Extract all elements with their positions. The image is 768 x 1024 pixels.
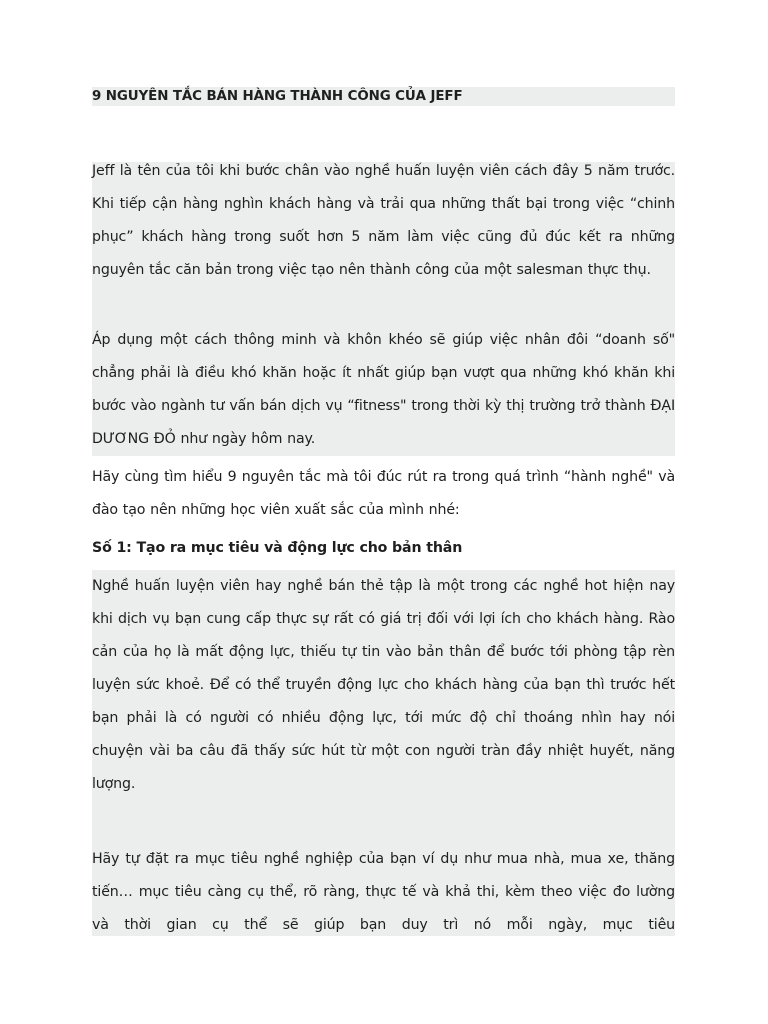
section-1-paragraph-2: Hãy tự đặt ra mục tiêu nghề nghiệp của bạn ví dụ như mua nhà, mua xe, thăng tiến… mục tiêu càng cụ thể, rõ ràng, thực tế và khả thi, kèm theo việc đo lường và thời gian cụ thể sẽ giúp bạn duy trì nó mỗi ngày, mục tiêu	[92, 851, 675, 933]
intro-paragraph-1: Jeff là tên của tôi khi bước chân vào nghề huấn luyện viên cách đây 5 năm trước. Khi tiếp cận hàng nghìn khách hàng và trải qua những thất bại trong việc “chinh phục” khách hàng trong suốt hơn 5 năm làm việc cũng đủ đúc kết ra những nguyên tắc căn bản trong việc tạo nên thành công của một salesman thực thụ.	[92, 163, 675, 278]
intro-paragraph-2: Áp dụng một cách thông minh và khôn khéo sẽ giúp việc nhân đôi “doanh số" chẳng phải là điều khó khăn hoặc ít nhất giúp bạn vượt qua những khó khăn khi bước vào ngành tư vấn bán dịch vụ “fitness" trong thời kỳ thị trường trở thành ĐẠI DƯƠNG ĐỎ như ngày hôm nay.	[92, 332, 675, 447]
section-1-paragraph-1: Nghề huấn luyện viên hay nghề bán thẻ tập là một trong các nghề hot hiện nay khi dịch vụ bạn cung cấp thực sự rất có giá trị đối với lợi ích cho khách hàng. Rào cản của họ là mất động lực, thiếu tự tin vào bản thân để bước tới phòng tập rèn luyện sức khoẻ. Để có thể truyền động lực cho khách hàng của bạn thì trước hết bạn phải là có người có nhiều động lực, tới mức độ chỉ thoáng nhìn hay nói chuyện vài ba câu đã thấy sức hút từ một con người tràn đầy nhiệt huyết, năng lượng.	[92, 578, 675, 792]
section-1-heading: Số 1: Tạo ra mục tiêu và động lực cho bản thân	[92, 540, 463, 556]
document-title: 9 NGUYÊN TẮC BÁN HÀNG THÀNH CÔNG CỦA JEFF	[92, 87, 675, 106]
intro-paragraph-3: Hãy cùng tìm hiểu 9 nguyên tắc mà tôi đúc rút ra trong quá trình “hành nghề" và đào tạo nên những học viên xuất sắc của mình nhé:	[92, 469, 675, 518]
